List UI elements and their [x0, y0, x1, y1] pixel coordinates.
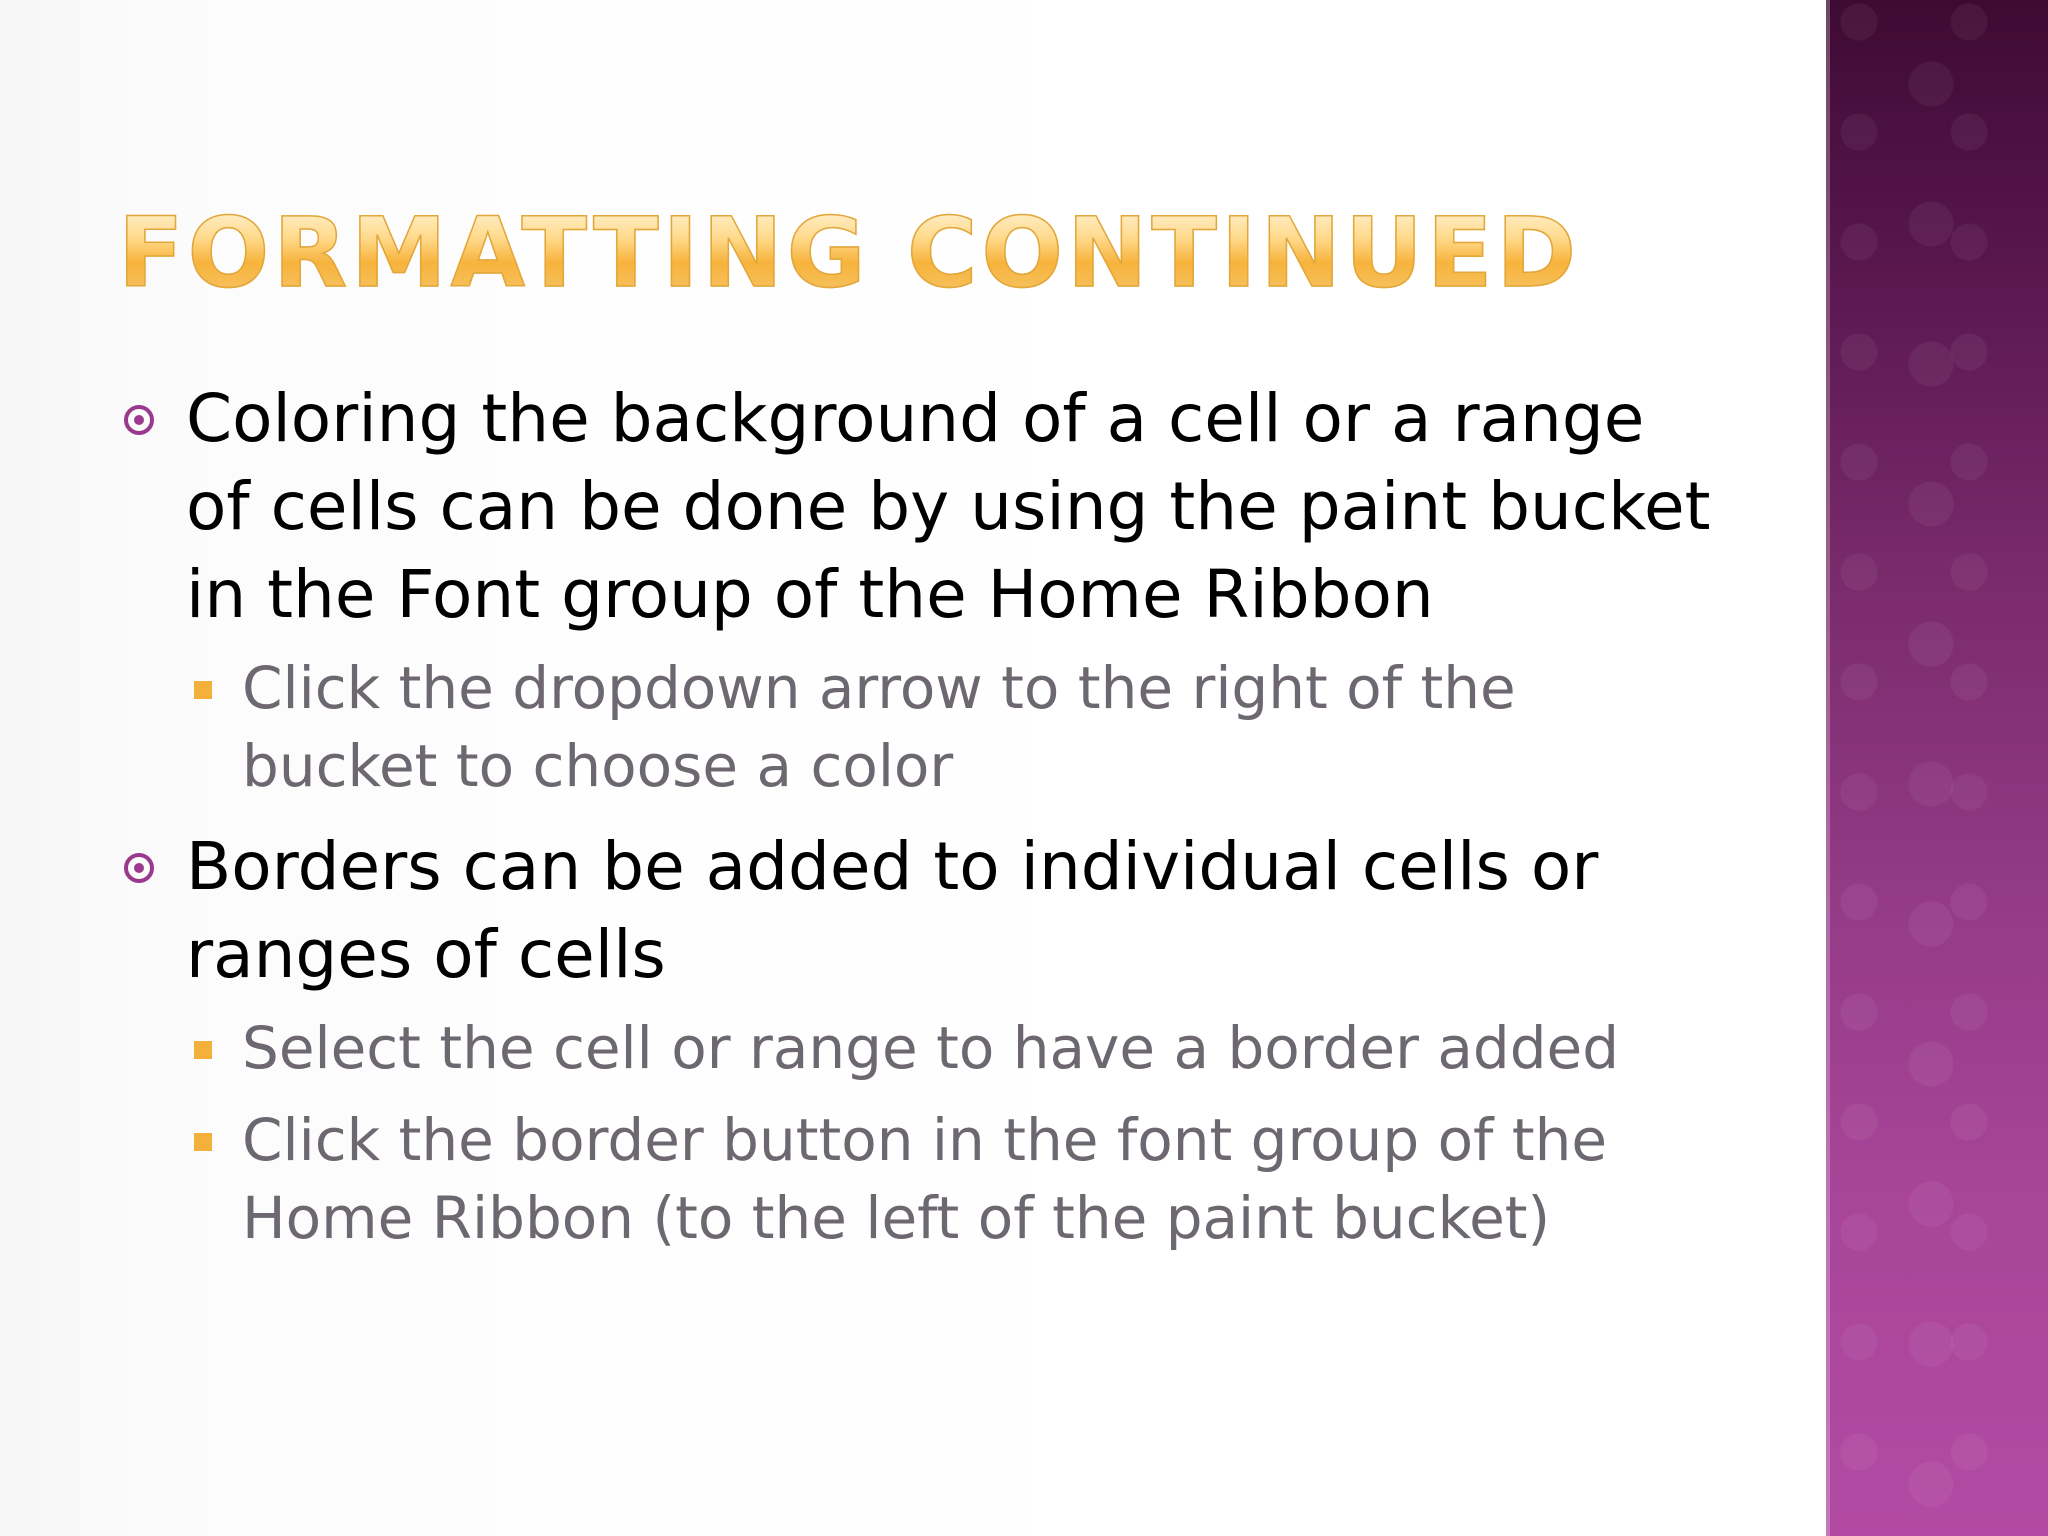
sub-bullet-item	[186, 649, 1718, 805]
sub-bullet-text: Click the border button in the font group of the Home Ribbon (to the left of the paint bucket)	[242, 1106, 1608, 1252]
decorative-side-band	[1826, 0, 2048, 1536]
bullet-text: Borders can be added to individual cells or ranges of cells	[186, 828, 1599, 993]
bullet-item	[118, 375, 1718, 805]
bullet-text: Coloring the background of a cell or a range of cells can be done by using the paint bucket in the Font group of the Home Ribbon	[186, 380, 1711, 633]
side-band-pattern	[1826, 0, 2048, 1536]
sub-bullet-item	[186, 1009, 1718, 1087]
square-bullet-icon	[194, 1041, 212, 1059]
square-bullet-icon	[194, 681, 212, 699]
bullet-list	[118, 375, 1718, 1271]
sub-bullet-item	[186, 1101, 1718, 1257]
sub-bullet-text: Click the dropdown arrow to the right of the bucket to choose a color	[242, 654, 1516, 800]
sub-bullet-text: Select the cell or range to have a border added	[242, 1014, 1620, 1082]
circle-bullet-icon	[124, 853, 154, 883]
slide-title: FORMATTING CONTINUED	[118, 197, 1581, 309]
bullet-item	[118, 823, 1718, 1257]
square-bullet-icon	[194, 1133, 212, 1151]
sub-bullet-list	[186, 1009, 1718, 1257]
circle-bullet-icon	[124, 405, 154, 435]
sub-bullet-list	[186, 649, 1718, 805]
